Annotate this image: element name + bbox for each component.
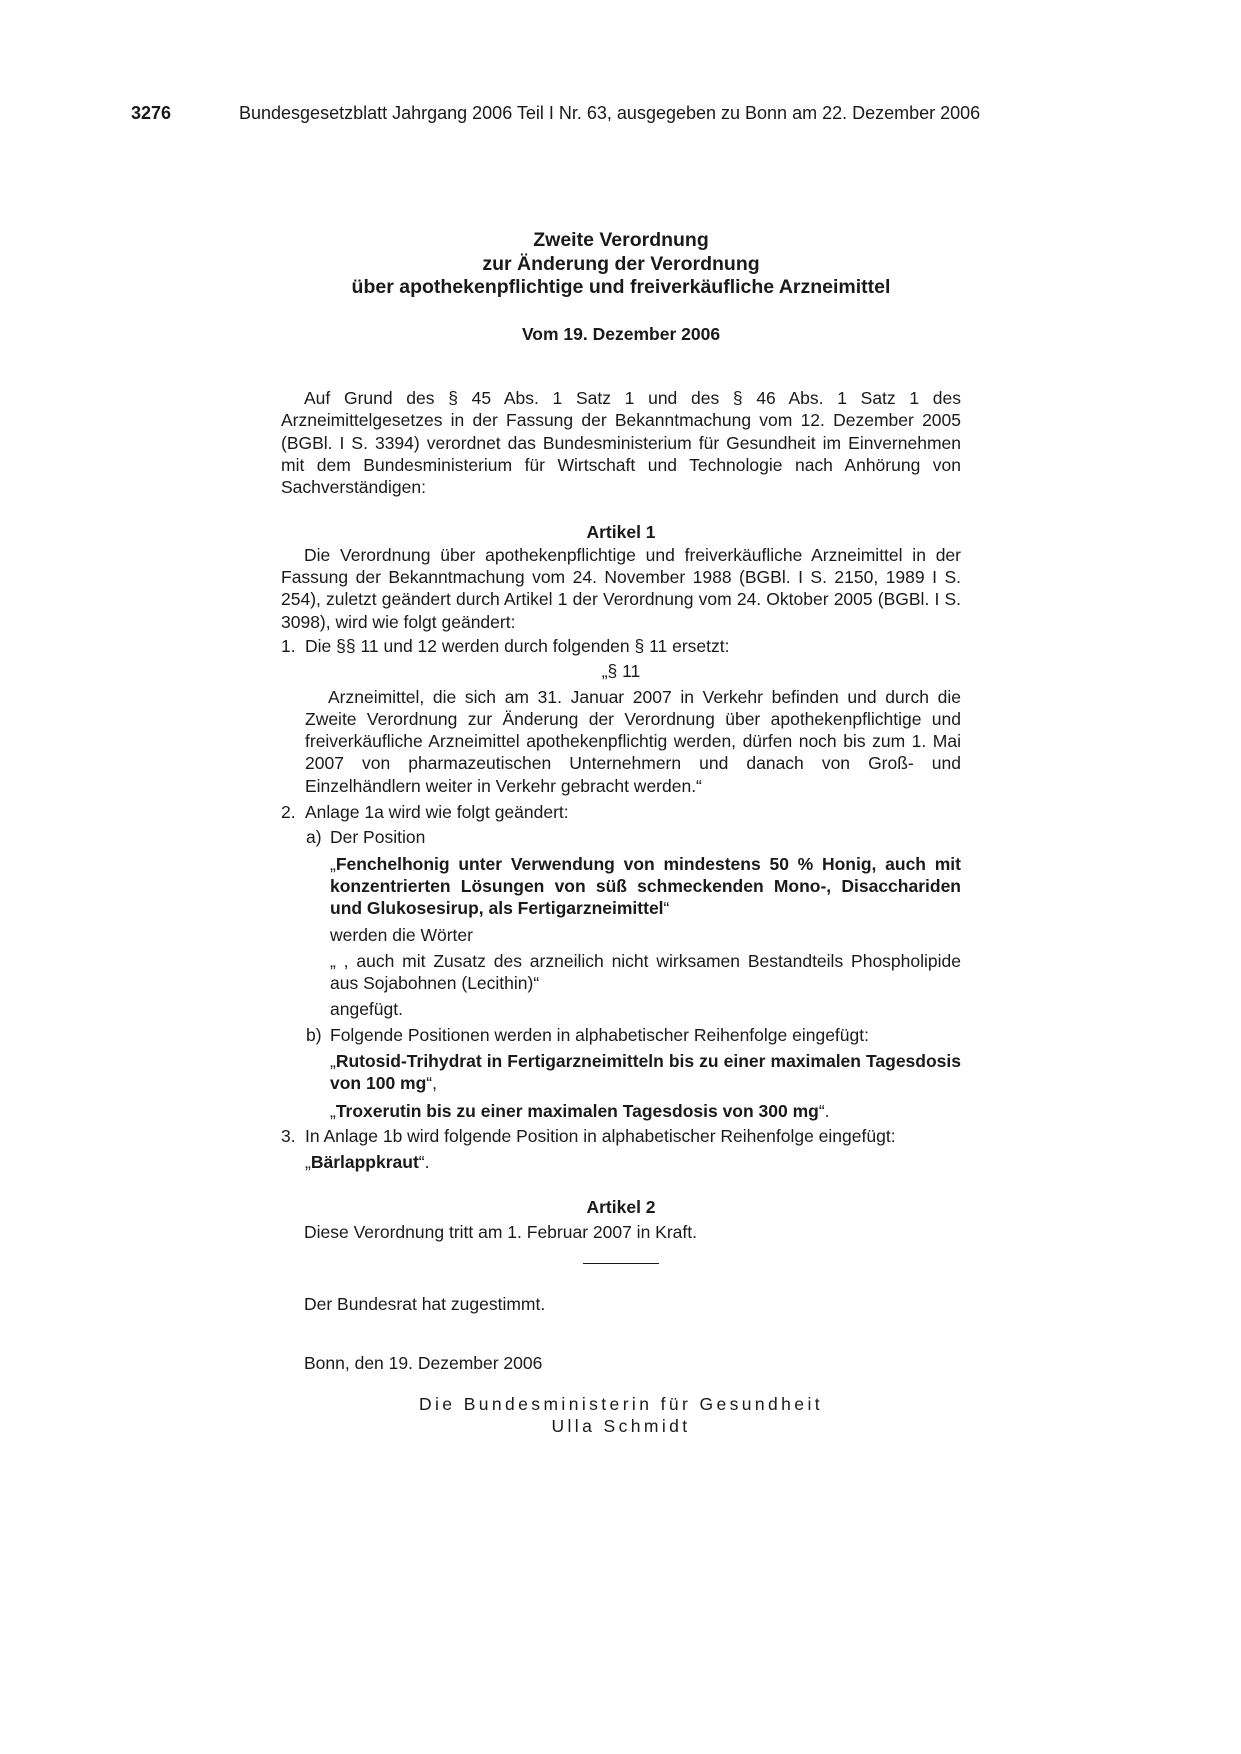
- title-line-1: Zweite Verordnung: [533, 229, 709, 251]
- troxerutin-text: Troxerutin bis zu einer maximalen Tagesdosis von 300 mg: [335, 1100, 819, 1121]
- item-2-label: 2.: [281, 802, 296, 823]
- rutosid-position: [281, 1050, 961, 1095]
- item-2a-label: a): [306, 827, 322, 848]
- quote-open: „: [330, 1051, 336, 1072]
- words-intro: werden die Wörter: [330, 924, 473, 945]
- item-1-text: Die §§ 11 und 12 werden durch folgenden § 11 ersetzt:: [305, 635, 730, 656]
- title-line-3: über apothekenpflichtige und freiverkäufliche Arzneimittel: [351, 276, 891, 298]
- fenchelhonig-position: [281, 853, 961, 920]
- item-3: [281, 1125, 961, 1147]
- item-1-label: 1.: [281, 635, 296, 656]
- document-date: Vom 19. Dezember 2006: [521, 324, 721, 344]
- rutosid-text: Rutosid-Trihydrat in Fertigarzneimitteln bis zu einer maximalen Tagesdosis von 100 mg: [330, 1051, 961, 1094]
- journal-line: Bundesgesetzblatt Jahrgang 2006 Teil I Nr. 63, ausgegeben zu Bonn am 22. Dezember 2006: [239, 103, 981, 123]
- article-2-heading: Artikel 2: [586, 1196, 656, 1217]
- item-1: [281, 635, 961, 657]
- place-date: Bonn, den 19. Dezember 2006: [304, 1353, 543, 1374]
- bundesrat-consent: Der Bundesrat hat zugestimmt.: [304, 1294, 546, 1315]
- quote-close: “.: [818, 1100, 830, 1121]
- article-1-intro: Die Verordnung über apothekenpflichtige und freiverkäufliche Arzneimittel in der Fassung der Bekanntmachung vom 24. November 1988 (BGBl. I S. 2150, 1989 I S. 254), zuletzt geändert durch Artikel 1 der Verordnung vom 24. Oktober 2005 (BGBl. I S. 3098), wird wie folgt geändert:: [281, 544, 961, 632]
- quote-open: „: [330, 853, 336, 874]
- quote-close: “,: [426, 1073, 437, 1094]
- item-2b-label: b): [306, 1024, 322, 1045]
- baerlappkraut-text: Bärlappkraut: [310, 1152, 419, 1173]
- article-2-text: Diese Verordnung tritt am 1. Februar 2007 in Kraft.: [304, 1221, 697, 1242]
- section-11-text: Arzneimittel, die sich am 31. Januar 2007 in Verkehr befinden und durch die Zweite Verordnung zur Änderung der Verordnung über apothekenpflichtige und freiverkäufliche Arzneimittel apothekenpflichtig werden, dürfen noch bis zum 1. Mai 2007 von pharmazeutischen Unternehmern und danach von Groß- und Einzelhändlern weiter in Verkehr gebracht werden.“: [305, 686, 961, 796]
- quote-close: “: [663, 898, 670, 919]
- item-2: [281, 801, 961, 823]
- lecithin-words: „ , auch mit Zusatz des arzneilich nicht wirksamen Bestandteils Phospholipide aus Sojabohnen (Lecithin)“: [330, 950, 961, 994]
- item-2a-text: Der Position: [330, 827, 426, 848]
- quote-close: “.: [418, 1152, 430, 1173]
- item-3-label: 3.: [281, 1125, 296, 1146]
- title-line-2: zur Änderung der Verordnung: [482, 252, 760, 275]
- item-2b: [281, 1024, 961, 1046]
- fenchelhonig-text: Fenchelhonig unter Verwendung von mindestens 50 % Honig, auch mit konzentrierten Lösungen von süß schmeckenden Mono-, Disacchariden und Glukosesirup, als Fertigarzneimittel: [330, 853, 961, 919]
- running-header: [131, 101, 980, 125]
- page-number: 3276: [131, 103, 172, 123]
- item-3-text: In Anlage 1b wird folgende Position in alphabetischer Reihenfolge eingefügt:: [305, 1125, 896, 1146]
- quote-open: „: [305, 1152, 311, 1173]
- appended-text: angefügt.: [330, 999, 403, 1020]
- preamble: Auf Grund des § 45 Abs. 1 Satz 1 und des § 46 Abs. 1 Satz 1 des Arzneimittelgesetzes in der Fassung der Bekanntmachung vom 12. Dezember 2005 (BGBl. I S. 3394) verordnet das Bundesministerium für Gesundheit im Einvernehmen mit dem Bundesministerium für Wirtschaft und Technologie nach Anhörung von Sachverständigen:: [281, 388, 961, 498]
- signature-name: Ulla Schmidt: [551, 1415, 691, 1436]
- troxerutin-position: [281, 1100, 961, 1122]
- signature-office: Die Bundesministerin für Gesundheit: [418, 1393, 823, 1414]
- separator-rule: [583, 1263, 659, 1264]
- baerlappkraut-position: [281, 1151, 961, 1173]
- document-body: [281, 387, 961, 1437]
- item-2b-text: Folgende Positionen werden in alphabetischer Reihenfolge eingefügt:: [330, 1024, 869, 1045]
- quote-open: „: [330, 1100, 336, 1121]
- document-title: [281, 229, 961, 300]
- section-11-heading: „§ 11: [601, 661, 641, 682]
- article-1-heading: Artikel 1: [586, 522, 656, 543]
- item-2-text: Anlage 1a wird wie folgt geändert:: [305, 802, 569, 823]
- item-2a: [281, 826, 961, 848]
